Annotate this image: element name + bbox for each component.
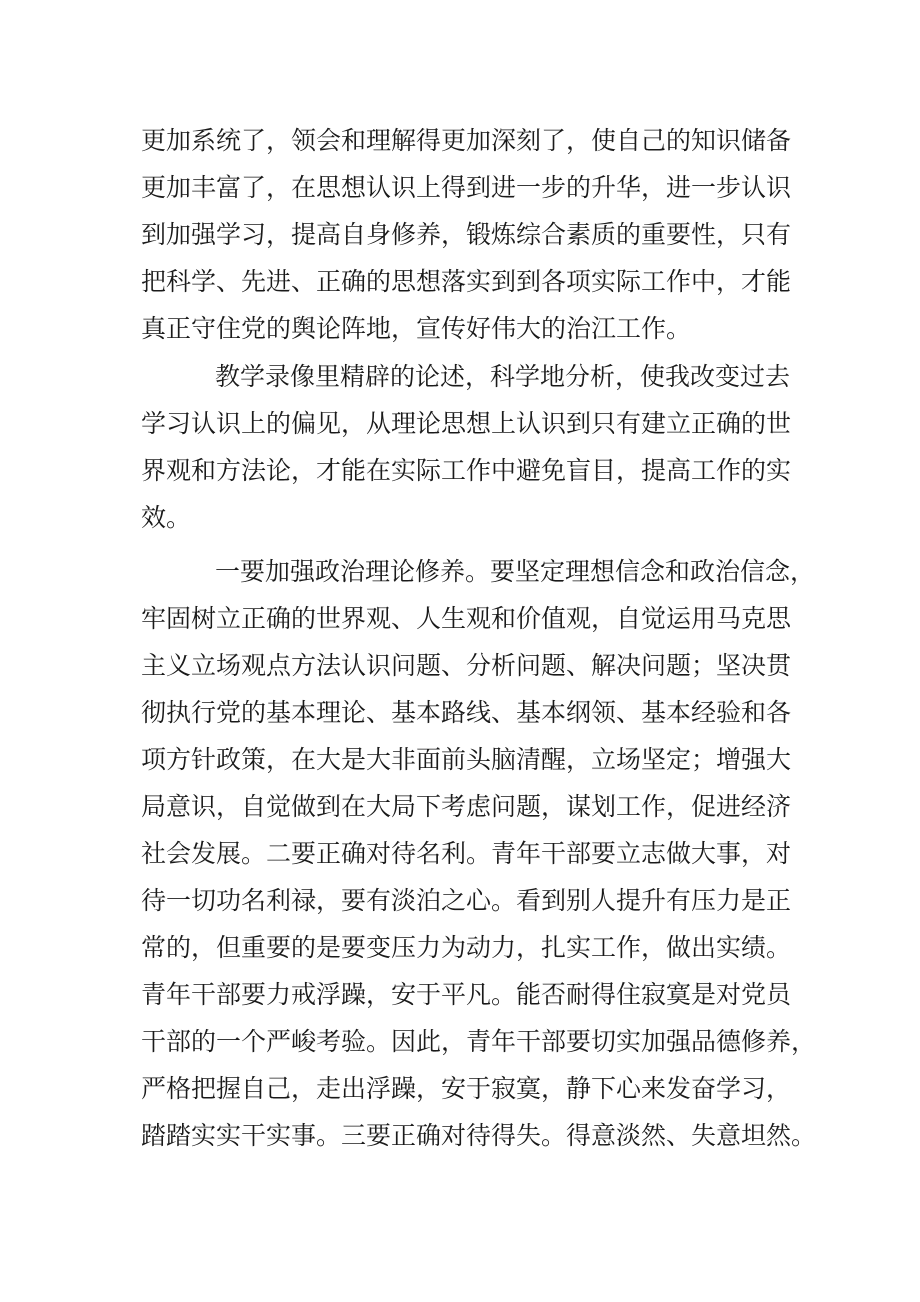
paragraph-line: 一要加强政治理论修养。要坚定理想信念和政治信念， [215, 557, 816, 586]
paragraph-line: 真正守住党的舆论阵地，宣传好伟大的治江工作。 [141, 314, 692, 343]
paragraph-line: 牢固树立正确的世界观、人生观和价值观，自觉运用马克思 [141, 604, 792, 633]
paragraph-line: 彻执行党的基本理论、基本路线、基本纲领、基本经验和各 [141, 698, 792, 727]
paragraph-2 [141, 353, 792, 541]
paragraph-line: 待一切功名利禄，要有淡泊之心。看到别人提升有压力是正 [141, 886, 792, 915]
paragraph-line: 效。 [141, 503, 192, 532]
paragraph-line: 踏踏实实干实事。三要正确对待得失。得意淡然、失意坦然。 [141, 1121, 817, 1150]
paragraph-line: 社会发展。二要正确对待名利。青年干部要立志做大事，对 [141, 839, 792, 868]
paragraph-line: 教学录像里精辟的论述，科学地分析，使我改变过去 [215, 362, 791, 391]
paragraph-line: 严格把握自己，走出浮躁，安于寂寞，静下心来发奋学习， [141, 1074, 792, 1103]
paragraph-line: 常的，但重要的是要变压力为动力，扎实工作，做出实绩。 [141, 933, 792, 962]
paragraph-3 [141, 548, 817, 1159]
paragraph-line: 更加丰富了，在思想认识上得到进一步的升华，进一步认识 [141, 173, 792, 202]
paragraph-line: 更加系统了，领会和理解得更加深刻了，使自己的知识储备 [141, 126, 792, 155]
paragraph-line: 主义立场观点方法认识问题、分析问题、解决问题；坚决贯 [141, 651, 792, 680]
paragraph-line: 干部的一个严峻考验。因此，青年干部要切实加强品德修养， [141, 1027, 817, 1056]
paragraph-line: 到加强学习，提高自身修养，锻炼综合素质的重要性，只有 [141, 220, 792, 249]
paragraph-line: 青年干部要力戒浮躁，安于平凡。能否耐得住寂寞是对党员 [141, 980, 792, 1009]
paragraph-line: 把科学、先进、正确的思想落实到到各项实际工作中，才能 [141, 267, 792, 296]
paragraph-line: 局意识，自觉做到在大局下考虑问题，谋划工作，促进经济 [141, 792, 792, 821]
paragraph-line: 界观和方法论，才能在实际工作中避免盲目，提高工作的实 [141, 456, 792, 485]
paragraph-1 [141, 117, 792, 352]
paragraph-line: 项方针政策，在大是大非面前头脑清醒，立场坚定；增强大 [141, 745, 792, 774]
paragraph-line: 学习认识上的偏见，从理论思想上认识到只有建立正确的世 [141, 409, 792, 438]
